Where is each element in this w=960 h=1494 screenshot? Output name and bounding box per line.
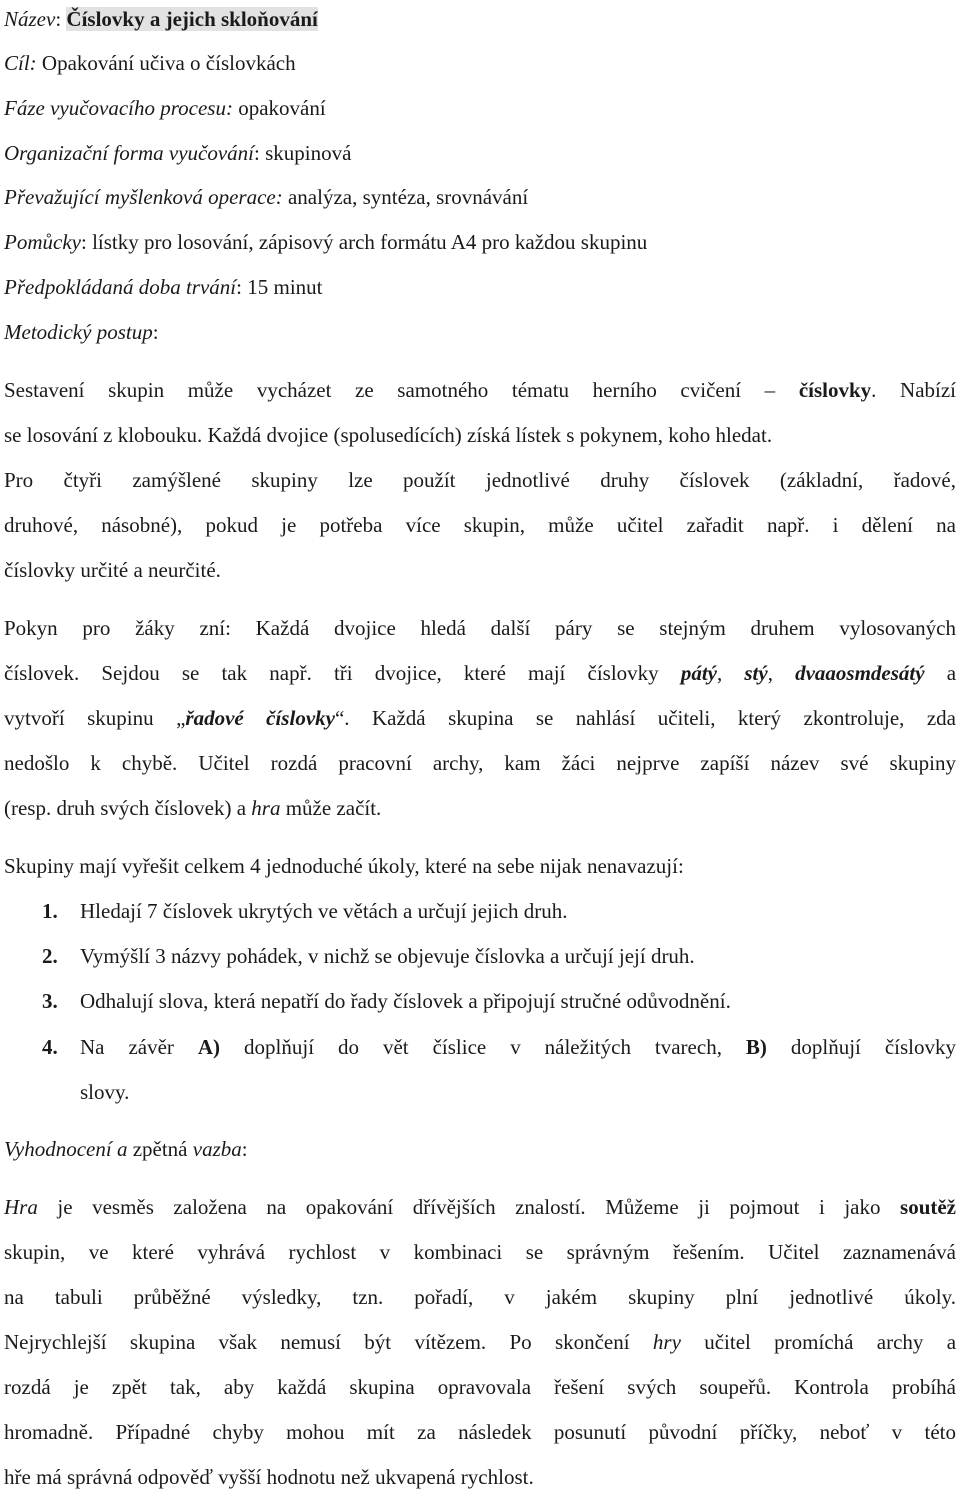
operation-line xyxy=(4,187,956,208)
p2-line-1: Pokyn pro žáky zní: Každá dvojice hledá další páry se stejným druhem vylosovaných xyxy=(4,616,956,640)
organization-line: Organizační forma vyučování: skupinová xyxy=(4,141,352,165)
eval-line-1: Hra je vesměs založena na opakování dřívějších znalostí. Můžeme ji pojmout i jako soutěž xyxy=(4,1195,957,1219)
organization-label: Organizační forma vyučování xyxy=(4,141,255,165)
evaluation-heading: Vyhodnocení a zpětná vazba: xyxy=(4,1137,248,1161)
p2-line-5: (resp. druh svých číslovek) a hra může začít. xyxy=(4,796,382,820)
duration-label: Předpokládaná doba trvání xyxy=(4,275,237,299)
method-line: Metodický postup: xyxy=(4,320,159,344)
p1-line-5: číslovky určité a neurčité. xyxy=(4,558,221,582)
p2-line-4: nedošlo k chybě. Učitel rozdá pracovní archy, kam žáci nejprve zapíší název své skupiny xyxy=(4,751,956,775)
goal-value: Opakování učiva o číslovkách xyxy=(41,51,296,75)
duration-value: 15 minut xyxy=(247,275,323,299)
eval-line-3: na tabuli průběžné výsledky, tzn. pořadí, v jakém skupiny plní jednotlivé úkoly. xyxy=(4,1285,956,1309)
method-label: Metodický postup xyxy=(4,320,153,344)
p2-line-3: vytvoří skupinu „řadové číslovky“. Každá skupina se nahlásí učiteli, který zkontroluje, zda xyxy=(4,706,956,730)
p2-line-2: číslovek. Sejdou se tak např. tři dvojice, které mají číslovky pátý, stý, dvaaosmdesátý a xyxy=(4,661,957,685)
operation-value: analýza, syntéza, srovnávání xyxy=(287,185,529,209)
aids-label: Pomůcky xyxy=(4,230,81,254)
keyword-cislovky: číslovky xyxy=(798,378,872,402)
goal-label: Cíl: xyxy=(4,51,37,75)
aids-value: lístky pro losování, zápisový arch formátu A4 pro každou skupinu xyxy=(92,230,648,254)
organization-value: skupinová xyxy=(265,141,352,165)
p1-line-1: Sestavení skupin může vycházet ze samotného tématu herního cvičení – číslovky. Nabízí xyxy=(4,378,956,402)
title-label: Název xyxy=(4,7,56,31)
p1-line-4: druhové, násobné), pokud je potřeba více skupin, může učitel zařadit např. i dělení na xyxy=(4,513,956,537)
p1-line-3: Pro čtyři zamýšlené skupiny lze použít jednotlivé druhy číslovek (základní, řadové, xyxy=(4,468,956,492)
phase-line xyxy=(4,98,956,119)
duration-line: Předpokládaná doba trvání: 15 minut xyxy=(4,275,323,299)
eval-line-4: Nejrychlejší skupina však nemusí být vítězem. Po skončení hry učitel promíchá archy a xyxy=(4,1330,957,1354)
eval-line-7: hře má správná odpověď vyšší hodnotu než ukvapená rychlost. xyxy=(4,1465,534,1489)
phase-value: opakování xyxy=(238,96,326,120)
eval-line-6: hromadně. Případné chyby mohou mít za následek posunutí původní příčky, neboť v této xyxy=(4,1420,956,1444)
tasks-intro: Skupiny mají vyřešit celkem 4 jednoduché úkoly, které na sebe nijak nenavazují: xyxy=(4,854,684,878)
eval-line-2: skupin, ve které vyhrává rychlost v kombinaci se správným řešením. Učitel zaznamenává xyxy=(4,1240,956,1264)
aids-line: Pomůcky: lístky pro losování, zápisový arch formátu A4 pro každou skupinu xyxy=(4,230,648,254)
goal-line xyxy=(4,53,956,74)
eval-line-5: rozdá je zpět tak, aby každá skupina opravovala řešení svých soupeřů. Kontrola probíhá xyxy=(4,1375,956,1399)
title-value: Číslovky a jejich skloňování xyxy=(66,7,318,31)
phase-label: Fáze vyučovacího procesu: xyxy=(4,96,233,120)
operation-label: Převažující myšlenková operace: xyxy=(4,185,283,209)
title-line: Název: Číslovky a jejich skloňování xyxy=(4,7,318,31)
p1-line-2: se losování z klobouku. Každá dvojice (spolusedících) získá lístek s pokynem, koho hledat. xyxy=(4,423,773,447)
